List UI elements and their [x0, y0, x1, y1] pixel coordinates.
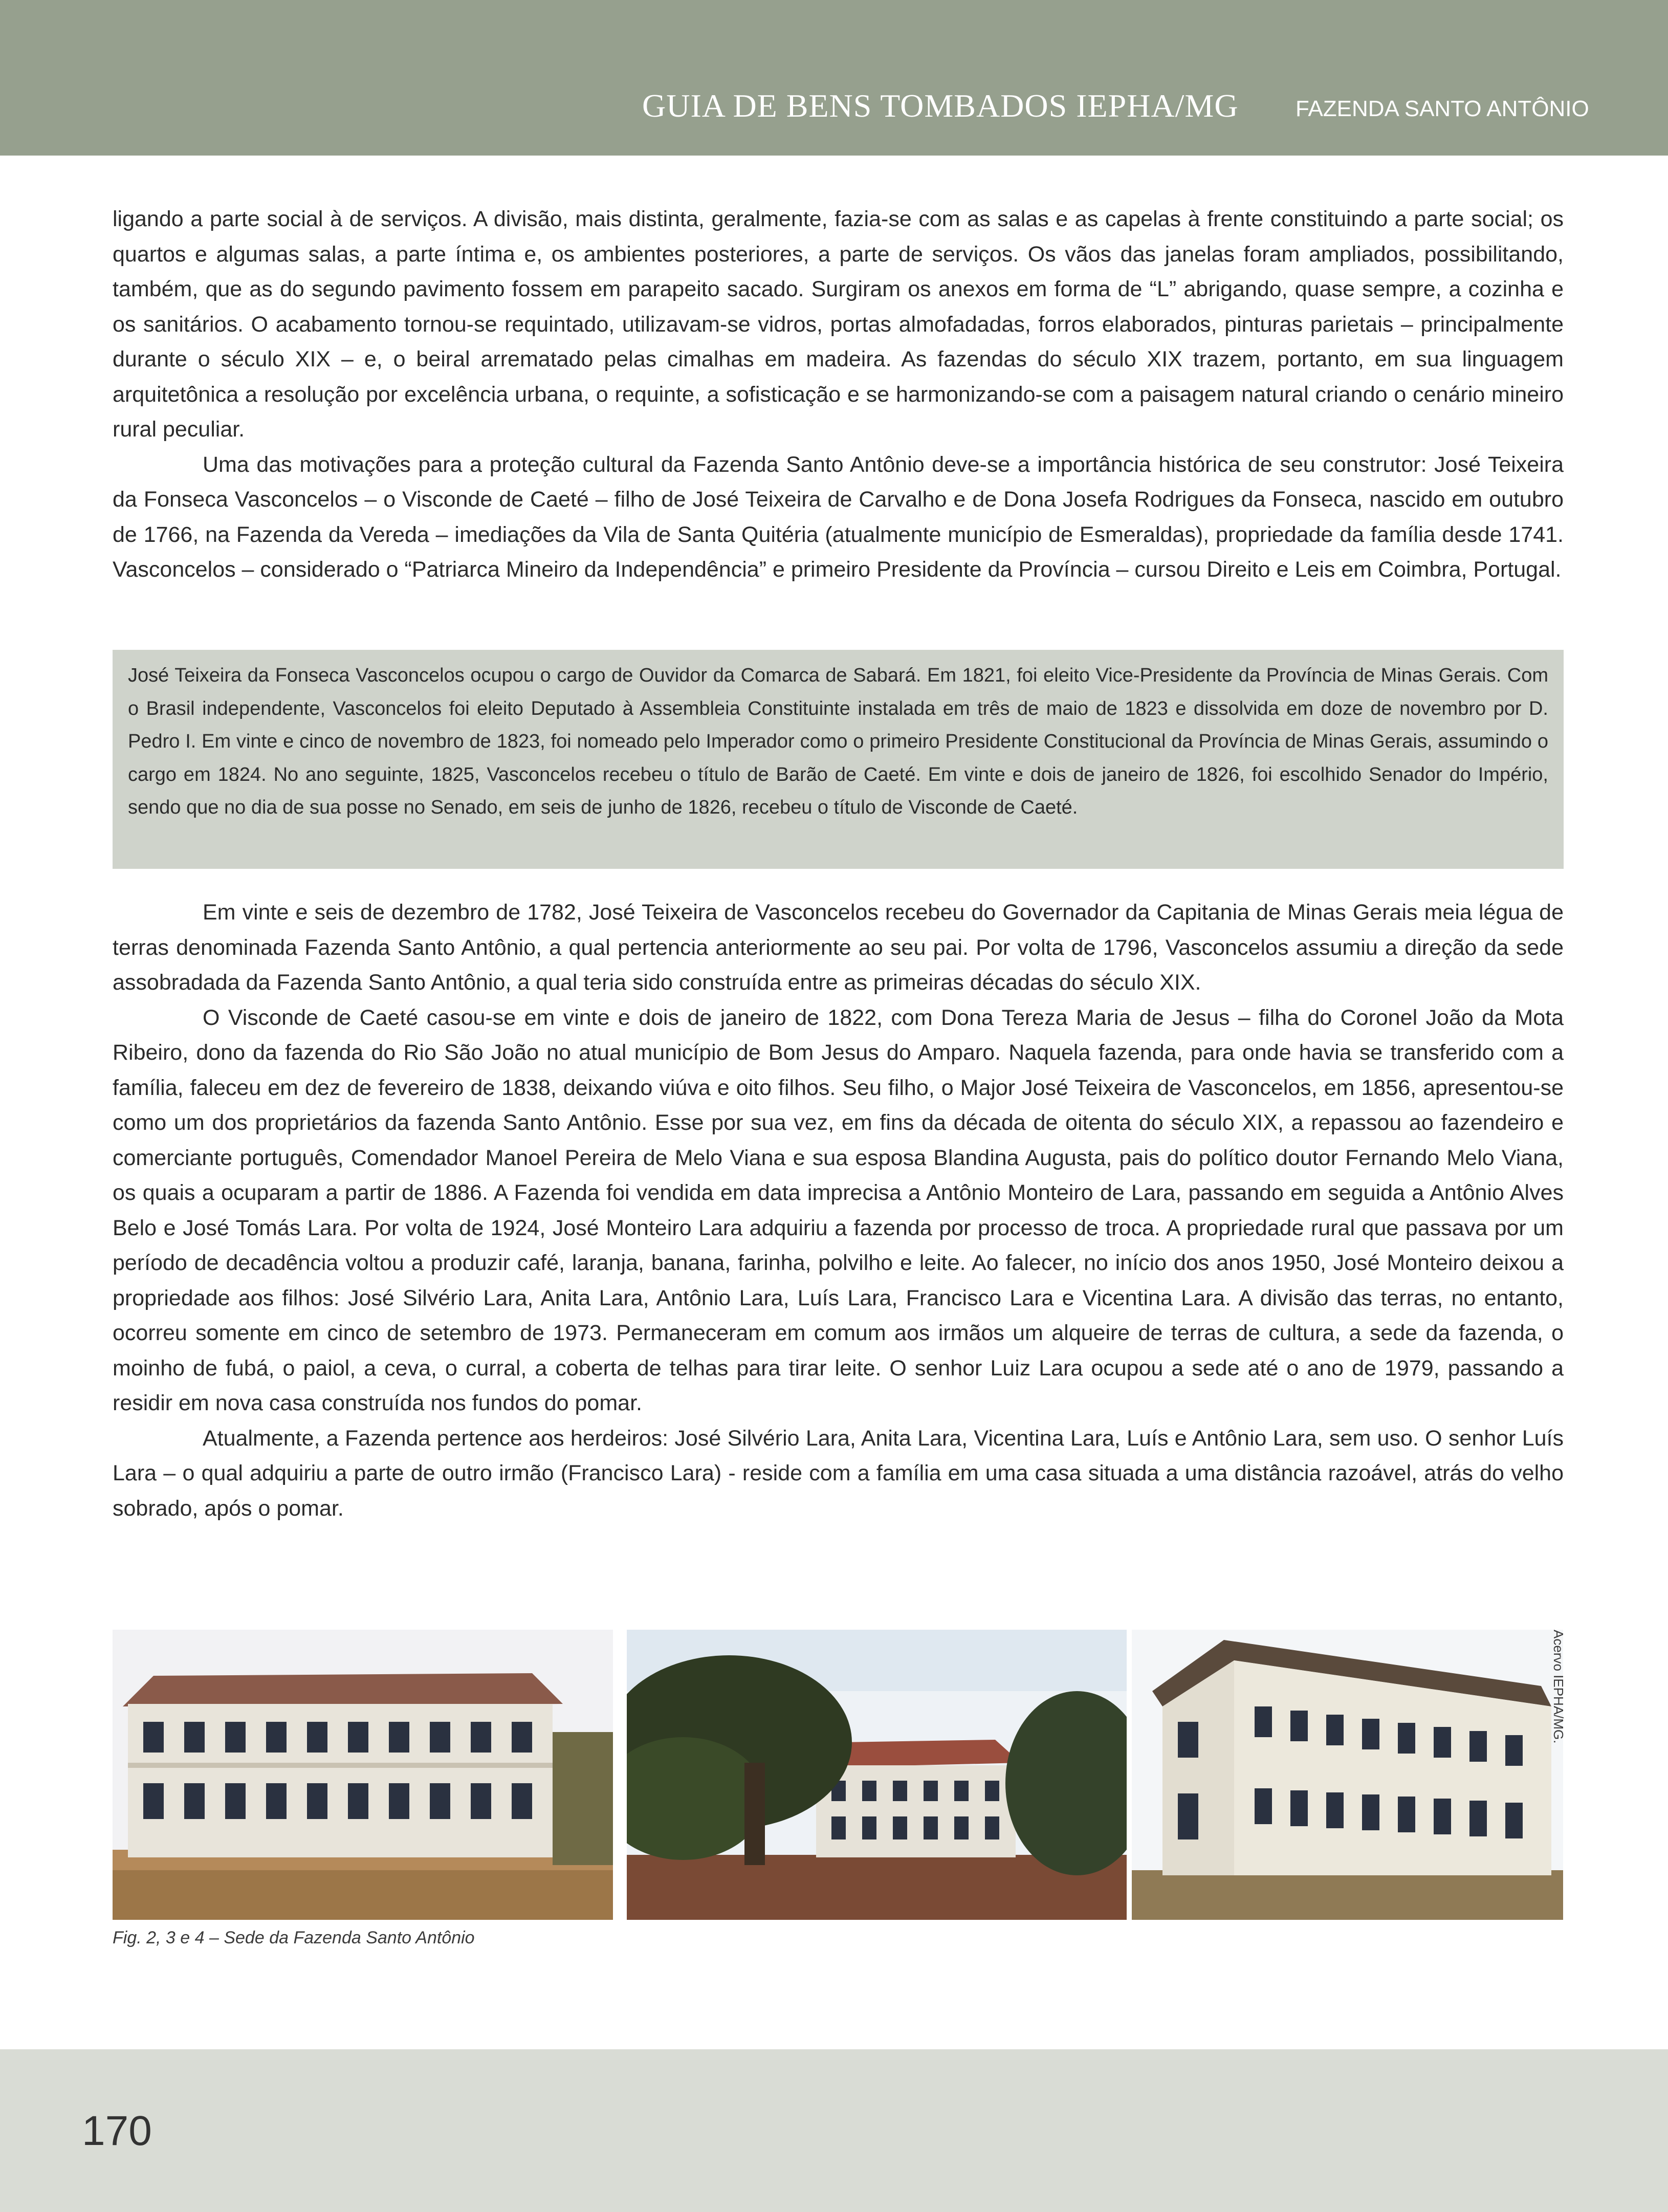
footer-band [0, 2049, 1668, 2212]
paragraph: Uma das motivações para a proteção cultural da Fazenda Santo Antônio deve-se a importância histórica de seu construtor: José Teixeira da Fonseca Vasconcelos – o Visconde de Caeté – filho de José Teixeira de Carvalho e de Dona Josefa Rodrigues da Fonseca, nascido em outubro de 1766, na Fazenda da Vereda – imediações da Vila de Santa Quitéria (atualmente município de Esmeraldas), propriedade da família desde 1741. Vasconcelos – considerado o “Patriarca Mineiro da Independência” e primeiro Presidente da Província – cursou Direito e Leis em Coimbra, Portugal. [113, 452, 1564, 582]
paragraph: Em vinte e seis de dezembro de 1782, José Teixeira de Vasconcelos recebeu do Governador da Capitania de Minas Gerais meia légua de terras denominada Fazenda Santo Antônio, a qual pertencia anteriormente ao seu pai. Por volta de 1796, Vasconcelos assumiu a direção da sede assobradada da Fazenda Santo Antônio, a qual teria sido construída entre as primeiras décadas do século XIX. [113, 900, 1564, 995]
page-number: 170 [82, 2108, 152, 2154]
farmhouse-photo-1 [113, 1630, 613, 1920]
paragraph: ligando a parte social à de serviços. A divisão, mais distinta, geralmente, fazia-se com as salas e as capelas à frente constituindo a parte social; os quartos e algumas salas, a parte íntima e, os ambientes posteriores, a parte de serviços. Os vãos das janelas foram ampliados, possibilitando, também, que as do segundo pavimento fossem em parapeito sacado. Surgiram os anexos em forma de “L” abrigando, quase sempre, a cozinha e os sanitários. O acabamento tornou-se requintado, utilizavam-se vidros, portas almofadadas, forros elaborados, pinturas parietais – principalmente durante o século XIX – e, o beiral arrematado pelas cimalhas em madeira. As fazendas do século XIX trazem, portanto, em sua linguagem arquitetônica a resolução por excelência urbana, o requinte, a sofisticação e se harmonizando-se com a paisagem natural criando o cenário mineiro rural peculiar. [113, 207, 1564, 442]
body-text-top [113, 202, 1564, 587]
publication-series-title: GUIA DE BENS TOMBADOS IEPHA/MG [642, 87, 1239, 124]
paragraph: Atualmente, a Fazenda pertence aos herdeiros: José Silvério Lara, Anita Lara, Vicentina Lara, Luís e Antônio Lara, sem uso. O senhor Luís Lara – o qual adquiriu a parte de outro irmão (Francisco Lara) - reside com a família em uma casa situada a uma distância razoável, atrás do velho sobrado, após o pomar. [113, 1426, 1564, 1521]
figure-caption: Fig. 2, 3 e 4 – Sede da Fazenda Santo Antônio [113, 1928, 475, 1947]
chapter-title: FAZENDA SANTO ANTÔNIO [1296, 96, 1589, 121]
farmhouse-photo-3 [1132, 1630, 1563, 1920]
farmhouse-photo-2 [627, 1630, 1127, 1920]
body-text-bottom [113, 895, 1564, 1526]
photo-credit: Acervo IEPHA/MG. [1551, 1630, 1566, 1744]
biography-callout-box: José Teixeira da Fonseca Vasconcelos ocupou o cargo de Ouvidor da Comarca de Sabará. Em 1821, foi eleito Vice-Presidente da Província de Minas Gerais. Com o Brasil independente, Vasconcelos foi eleito Deputado à Assembleia Constituinte instalada em três de maio de 1823 e dissolvida em doze de novembro por D. Pedro I. Em vinte e cinco de novembro de 1823, foi nomeado pelo Imperador como o primeiro Presidente Constitucional da Província de Minas Gerais, assumindo o cargo em 1824. No ano seguinte, 1825, Vasconcelos recebeu o título de Barão de Caeté. Em vinte e dois de janeiro de 1826, foi escolhido Senador do Império, sendo que no dia de sua posse no Senado, em seis de junho de 1826, recebeu o título de Visconde de Caeté. [113, 650, 1564, 869]
paragraph: O Visconde de Caeté casou-se em vinte e dois de janeiro de 1822, com Dona Tereza Maria de Jesus – filha do Coronel João da Mota Ribeiro, dono da fazenda do Rio São João no atual município de Bom Jesus do Amparo. Naquela fazenda, para onde havia se transferido com a família, faleceu em dez de fevereiro de 1838, deixando viúva e oito filhos. Seu filho, o Major José Teixeira de Vasconcelos, em 1856, apresentou-se como um dos proprietários da fazenda Santo Antônio. Esse por sua vez, em fins da década de oitenta do século XIX, a repassou ao fazendeiro e comerciante português, Comendador Manoel Pereira de Melo Viana e sua esposa Blandina Augusta, pais do político doutor Fernando Melo Viana, os quais a ocuparam a partir de 1886. A Fazenda foi vendida em data imprecisa a Antônio Monteiro de Lara, passando em seguida a Antônio Alves Belo e José Tomás Lara. Por volta de 1924, José Monteiro Lara adquiriu a fazenda por processo de troca. A propriedade rural que passava por um período de decadência voltou a produzir café, laranja, banana, farinha, polvilho e leite. Ao falecer, no início dos anos 1950, José Monteiro deixou a propriedade aos filhos: José Silvério Lara, Anita Lara, Antônio Lara, Luís Lara, Francisco Lara e Vicentina Lara. A divisão das terras, no entanto, ocorreu somente em cinco de setembro de 1973. Permaneceram em comum aos irmãos um alqueire de terras de cultura, a sede da fazenda, o moinho de fubá, o paiol, a ceva, o curral, a coberta de telhas para tirar leite. O senhor Luiz Lara ocupou a sede até o ano de 1979, passando a residir em nova casa construída nos fundos do pomar. [113, 1005, 1564, 1415]
header-band [0, 0, 1668, 156]
